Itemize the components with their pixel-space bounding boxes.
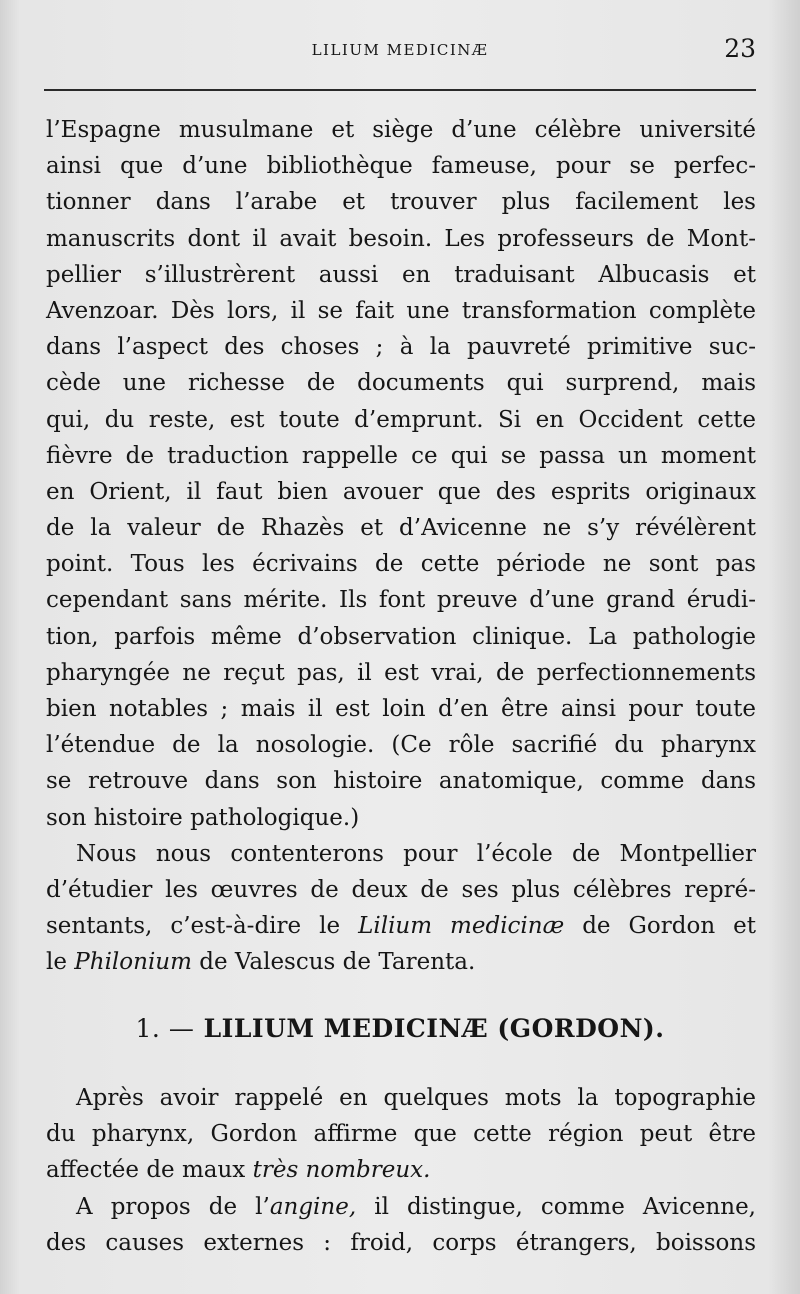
main-text: [46, 112, 756, 981]
text-run: le: [46, 949, 75, 976]
section-number: 1. —: [135, 1014, 195, 1043]
text-line: [46, 1152, 756, 1188]
text-line: pellier s’illustrèrent aussi en traduisant Albucasis et: [46, 261, 756, 288]
text-line: l’étendue de la nosologie. (Ce rôle sacrifié du pharynx: [46, 732, 756, 759]
text-run: de Gordon et: [564, 913, 756, 940]
section-title: LILIUM MEDICINÆ (GORDON).: [203, 1014, 665, 1043]
text-line: ainsi que d’une bibliothèque fameuse, pour se perfec-: [46, 153, 756, 180]
text-run: sentants, c’est-à-dire le: [46, 913, 359, 940]
italic-phrase: très nombreux.: [252, 1157, 431, 1184]
text-line: Avenzoar. Dès lors, il se fait une transformation complète: [46, 297, 756, 324]
text-line: qui, du reste, est toute d’emprunt. Si en Occident cette: [46, 406, 756, 433]
text-line: son histoire pathologique.): [46, 804, 360, 831]
text-line: [46, 908, 756, 944]
text-line: fièvre de traduction rappelle ce qui se passa un moment: [46, 442, 756, 469]
text-line: Après avoir rappelé en quelques mots la topographie: [76, 1085, 756, 1111]
text-run: affectée de maux: [46, 1157, 253, 1184]
text-line: point. Tous les écrivains de cette période ne sont pas: [46, 551, 756, 578]
text-line: tionner dans l’arabe et trouver plus facilement les: [46, 189, 756, 216]
text-line: des causes externes : froid, corps étrangers, boissons: [46, 1229, 756, 1256]
running-title: LILIUM MEDICINÆ: [311, 41, 489, 59]
text-run: de Valescus de Tarenta.: [191, 949, 476, 976]
page-number: 23: [724, 34, 756, 63]
text-run: il distingue, comme Avicenne,: [356, 1193, 756, 1220]
italic-title: Lilium medicinæ: [358, 913, 565, 940]
text-line: pharyngée ne reçut pas, il est vrai, de perfectionnements: [46, 659, 756, 686]
text-line: [46, 944, 756, 980]
text-run: A propos de l’: [76, 1193, 270, 1220]
text-line: d’étudier les œuvres de deux de ses plus célèbres repré-: [46, 876, 756, 903]
text-line: manuscrits dont il avait besoin. Les professeurs de Mont-: [46, 225, 756, 252]
text-line: tion, parfois même d’observation clinique. La pathologie: [46, 623, 756, 650]
text-line: bien notables ; mais il est loin d’en être ainsi pour toute: [46, 696, 756, 722]
section-text: [46, 1080, 756, 1261]
text-line: dans l’aspect des choses ; à la pauvreté primitive suc-: [46, 334, 756, 361]
text-line: en Orient, il faut bien avouer que des esprits originaux: [46, 478, 756, 505]
text-line: cependant sans mérite. Ils font preuve d’une grand érudi-: [46, 587, 756, 614]
text-line: de la valeur de Rhazès et d’Avicenne ne s’y révélèrent: [46, 515, 756, 542]
text-line: Nous nous contenterons pour l’école de Montpellier: [76, 840, 756, 867]
header-rule: [44, 89, 756, 91]
text-line: se retrouve dans son histoire anatomique, comme dans: [46, 768, 756, 795]
italic-title: Philonium: [74, 949, 192, 976]
running-head: [0, 34, 800, 68]
italic-word: angine,: [269, 1193, 357, 1220]
text-line: l’Espagne musulmane et siège d’une célèbre université: [46, 117, 756, 143]
section-heading: [0, 1014, 800, 1043]
text-line: cède une richesse de documents qui surprend, mais: [46, 370, 756, 397]
text-line: du pharynx, Gordon affirme que cette région peut être: [46, 1121, 756, 1148]
text-line: [46, 1189, 756, 1225]
